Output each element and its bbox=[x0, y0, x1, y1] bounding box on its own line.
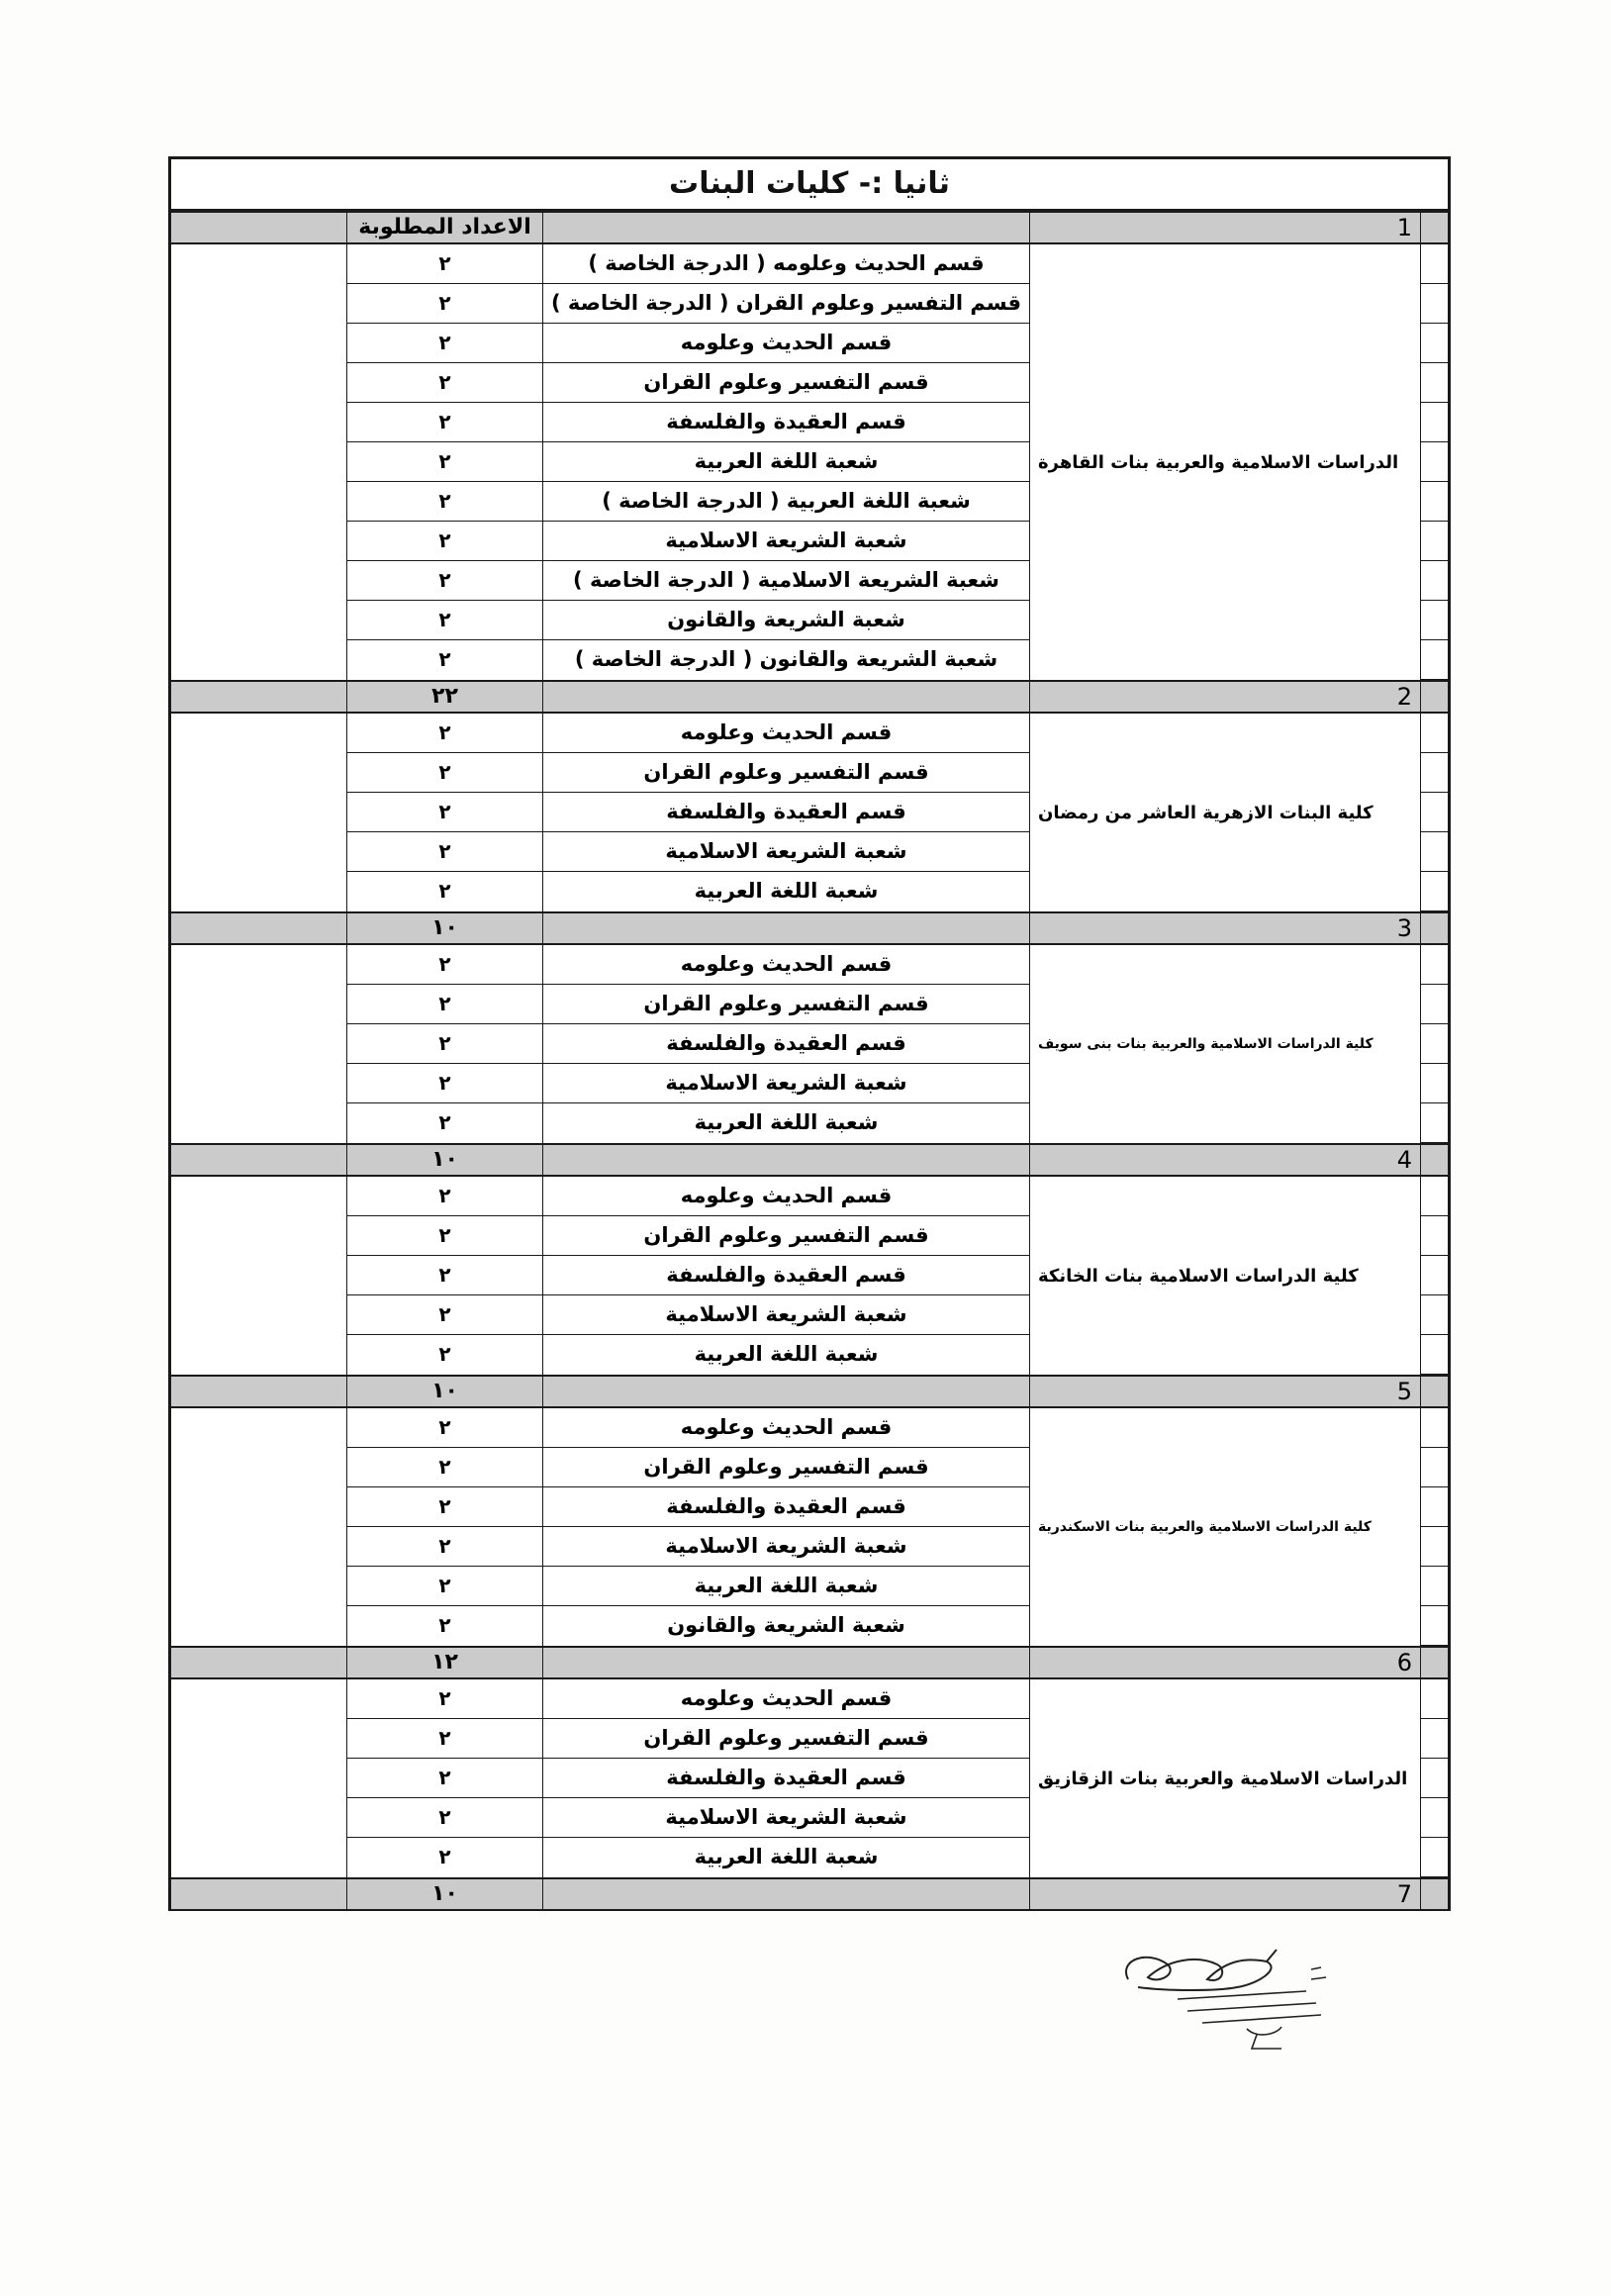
department-name: شعبة الشريعة الاسلامية bbox=[542, 1798, 1029, 1837]
department-name: شعبة الشريعة والقانون bbox=[542, 1606, 1029, 1646]
department-count: ٢ bbox=[346, 1487, 542, 1526]
department-count: ٢ bbox=[346, 1719, 542, 1758]
college-name: كلية الدراسات الاسلامية بنات الخانكة bbox=[1038, 1265, 1359, 1287]
row-number: 7 bbox=[1029, 1879, 1420, 1909]
department-name: قسم التفسير وعلوم القران bbox=[542, 985, 1029, 1023]
total-count: ١٠ bbox=[346, 1377, 542, 1406]
department-count: ٢ bbox=[346, 753, 542, 792]
table-row bbox=[346, 1256, 1029, 1295]
total-row bbox=[171, 1143, 1448, 1177]
table-row bbox=[346, 1103, 1029, 1143]
department-count: ٢ bbox=[346, 601, 542, 639]
department-name: شعبة الشريعة الاسلامية bbox=[542, 832, 1029, 871]
table-row bbox=[346, 753, 1029, 793]
college-name-cell bbox=[1029, 945, 1420, 1143]
college-block bbox=[171, 1679, 1448, 1877]
table-row bbox=[346, 1216, 1029, 1256]
department-name: شعبة اللغة العربية bbox=[542, 1567, 1029, 1605]
margin-strip bbox=[1420, 244, 1448, 680]
department-name: قسم التفسير وعلوم القران bbox=[542, 1448, 1029, 1486]
department-count: ٢ bbox=[346, 284, 542, 323]
department-name: شعبة الشريعة والقانون ( الدرجة الخاصة ) bbox=[542, 640, 1029, 680]
department-name: قسم العقيدة والفلسفة bbox=[542, 793, 1029, 831]
row-number: 1 bbox=[1029, 213, 1420, 242]
total-row bbox=[171, 911, 1448, 945]
table-row bbox=[346, 601, 1029, 640]
table-row bbox=[346, 714, 1029, 753]
total-count: ١٢ bbox=[346, 1648, 542, 1677]
college-name-cell bbox=[1029, 1679, 1420, 1877]
table-row bbox=[346, 1838, 1029, 1877]
table-row bbox=[346, 1679, 1029, 1719]
college-name-cell bbox=[1029, 244, 1420, 680]
department-count: ٢ bbox=[346, 714, 542, 752]
total-row bbox=[171, 1646, 1448, 1679]
department-count: ٢ bbox=[346, 1024, 542, 1063]
college-block bbox=[171, 244, 1448, 680]
department-count: ٢ bbox=[346, 793, 542, 831]
department-count: ٢ bbox=[346, 1335, 542, 1375]
table-row bbox=[346, 1606, 1029, 1646]
total-count: ٢٢ bbox=[346, 682, 542, 712]
table-row bbox=[346, 442, 1029, 482]
table-row bbox=[346, 872, 1029, 911]
department-count: ٢ bbox=[346, 1606, 542, 1646]
table-row bbox=[346, 403, 1029, 442]
department-count: ٢ bbox=[346, 1679, 542, 1718]
department-name: شعبة اللغة العربية ( الدرجة الخاصة ) bbox=[542, 482, 1029, 521]
margin-strip bbox=[1420, 1177, 1448, 1375]
table-row bbox=[346, 1408, 1029, 1448]
department-name: شعبة الشريعة الاسلامية bbox=[542, 1295, 1029, 1334]
department-count: ٢ bbox=[346, 1448, 542, 1486]
department-name: قسم الحديث وعلومه ( الدرجة الخاصة ) bbox=[542, 244, 1029, 283]
signature-icon bbox=[1108, 1940, 1346, 2058]
signature bbox=[1108, 1940, 1346, 2062]
total-row bbox=[171, 1877, 1448, 1911]
department-name: قسم العقيدة والفلسفة bbox=[542, 1487, 1029, 1526]
department-name: شعبة الشريعة الاسلامية ( الدرجة الخاصة ) bbox=[542, 561, 1029, 600]
department-count: ٢ bbox=[346, 1798, 542, 1837]
margin-strip bbox=[1420, 945, 1448, 1143]
department-count: ٢ bbox=[346, 561, 542, 600]
row-number: 3 bbox=[1029, 913, 1420, 943]
margin-strip bbox=[1420, 1408, 1448, 1646]
department-count: ٢ bbox=[346, 1527, 542, 1566]
row-number: 2 bbox=[1029, 682, 1420, 712]
department-count: ٢ bbox=[346, 1567, 542, 1605]
department-name: قسم العقيدة والفلسفة bbox=[542, 1759, 1029, 1797]
table-row bbox=[346, 1719, 1029, 1759]
department-name: قسم التفسير وعلوم القران bbox=[542, 1719, 1029, 1758]
department-count: ٢ bbox=[346, 1256, 542, 1294]
department-name: قسم الحديث وعلومه bbox=[542, 1679, 1029, 1718]
table-row bbox=[346, 363, 1029, 403]
document-table bbox=[168, 156, 1451, 1911]
department-name: قسم التفسير وعلوم القران ( الدرجة الخاصة ) bbox=[542, 284, 1029, 323]
department-count: ٢ bbox=[346, 363, 542, 402]
department-name: قسم الحديث وعلومه bbox=[542, 324, 1029, 362]
row-number: 4 bbox=[1029, 1145, 1420, 1175]
college-name: كلية الدراسات الاسلامية والعربية بنات بنى سويف bbox=[1038, 1036, 1374, 1052]
table-row bbox=[346, 1798, 1029, 1838]
total-row bbox=[171, 1375, 1448, 1408]
total-count: ١٠ bbox=[346, 1145, 542, 1175]
college-name-cell bbox=[1029, 714, 1420, 911]
table-row bbox=[346, 522, 1029, 561]
department-count: ٢ bbox=[346, 640, 542, 680]
table-row bbox=[346, 985, 1029, 1024]
department-name: قسم الحديث وعلومه bbox=[542, 945, 1029, 984]
header-row bbox=[171, 211, 1448, 244]
table-row bbox=[346, 1448, 1029, 1487]
table-row bbox=[346, 1759, 1029, 1798]
department-count: ٢ bbox=[346, 1838, 542, 1877]
department-count: ٢ bbox=[346, 324, 542, 362]
college-block bbox=[171, 1408, 1448, 1646]
department-name: قسم التفسير وعلوم القران bbox=[542, 363, 1029, 402]
department-name: شعبة اللغة العربية bbox=[542, 442, 1029, 481]
college-block bbox=[171, 1177, 1448, 1375]
department-count: ٢ bbox=[346, 1103, 542, 1143]
department-name: شعبة الشريعة والقانون bbox=[542, 601, 1029, 639]
department-count: ٢ bbox=[346, 1408, 542, 1447]
department-count: ٢ bbox=[346, 985, 542, 1023]
table-row bbox=[346, 1335, 1029, 1375]
college-block bbox=[171, 945, 1448, 1143]
department-count: ٢ bbox=[346, 1064, 542, 1102]
department-count: ٢ bbox=[346, 1177, 542, 1215]
department-name: شعبة اللغة العربية bbox=[542, 872, 1029, 911]
department-count: ٢ bbox=[346, 872, 542, 911]
department-name: شعبة الشريعة الاسلامية bbox=[542, 1527, 1029, 1566]
department-count: ٢ bbox=[346, 244, 542, 283]
department-count: ٢ bbox=[346, 945, 542, 984]
department-count: ٢ bbox=[346, 1295, 542, 1334]
total-count: ١٠ bbox=[346, 1879, 542, 1909]
department-count: ٢ bbox=[346, 522, 542, 560]
total-count: ١٠ bbox=[346, 913, 542, 943]
margin-strip bbox=[1420, 1679, 1448, 1877]
table-row bbox=[346, 482, 1029, 522]
table-row bbox=[346, 793, 1029, 832]
table-row bbox=[346, 945, 1029, 985]
department-count: ٢ bbox=[346, 482, 542, 521]
department-count: ٢ bbox=[346, 1759, 542, 1797]
total-row bbox=[171, 680, 1448, 714]
department-name: قسم العقيدة والفلسفة bbox=[542, 1024, 1029, 1063]
college-name: الدراسات الاسلامية والعربية بنات القاهرة bbox=[1038, 451, 1399, 473]
department-name: شعبة الشريعة الاسلامية bbox=[542, 522, 1029, 560]
department-name: قسم العقيدة والفلسفة bbox=[542, 403, 1029, 441]
department-name: قسم الحديث وعلومه bbox=[542, 1408, 1029, 1447]
row-number: 5 bbox=[1029, 1377, 1420, 1406]
department-count: ٢ bbox=[346, 832, 542, 871]
department-name: قسم العقيدة والفلسفة bbox=[542, 1256, 1029, 1294]
table-row bbox=[346, 1295, 1029, 1335]
table-row bbox=[346, 244, 1029, 284]
college-name: الدراسات الاسلامية والعربية بنات الزقازيق bbox=[1038, 1768, 1408, 1789]
table-row bbox=[346, 832, 1029, 872]
table-row bbox=[346, 1064, 1029, 1103]
table-row bbox=[346, 1487, 1029, 1527]
department-name: قسم الحديث وعلومه bbox=[542, 714, 1029, 752]
department-name: شعبة اللغة العربية bbox=[542, 1103, 1029, 1143]
college-block bbox=[171, 714, 1448, 911]
table-row bbox=[346, 284, 1029, 324]
department-name: قسم التفسير وعلوم القران bbox=[542, 1216, 1029, 1255]
college-name: كلية البنات الازهرية العاشر من رمضان bbox=[1038, 802, 1374, 823]
college-name: كلية الدراسات الاسلامية والعربية بنات الاسكندرية bbox=[1038, 1519, 1372, 1535]
table-row bbox=[346, 1567, 1029, 1606]
department-name: قسم الحديث وعلومه bbox=[542, 1177, 1029, 1215]
department-name: قسم التفسير وعلوم القران bbox=[542, 753, 1029, 792]
department-name: شعبة اللغة العربية bbox=[542, 1335, 1029, 1375]
department-count: ٢ bbox=[346, 1216, 542, 1255]
table-row bbox=[346, 1024, 1029, 1064]
department-count: ٢ bbox=[346, 442, 542, 481]
college-name-cell bbox=[1029, 1177, 1420, 1375]
table-row bbox=[346, 324, 1029, 363]
table-row bbox=[346, 1527, 1029, 1567]
table-row bbox=[346, 561, 1029, 601]
page-title: ثانيا :- كليات البنات bbox=[171, 159, 1448, 211]
row-number: 6 bbox=[1029, 1648, 1420, 1677]
department-count: ٢ bbox=[346, 403, 542, 441]
department-name: شعبة اللغة العربية bbox=[542, 1838, 1029, 1877]
margin-strip bbox=[1420, 714, 1448, 911]
count-header: الاعداد المطلوبة bbox=[346, 213, 542, 242]
table-body bbox=[171, 244, 1448, 1911]
table-row bbox=[346, 1177, 1029, 1216]
department-name: شعبة الشريعة الاسلامية bbox=[542, 1064, 1029, 1102]
college-name-cell bbox=[1029, 1408, 1420, 1646]
table-row bbox=[346, 640, 1029, 680]
